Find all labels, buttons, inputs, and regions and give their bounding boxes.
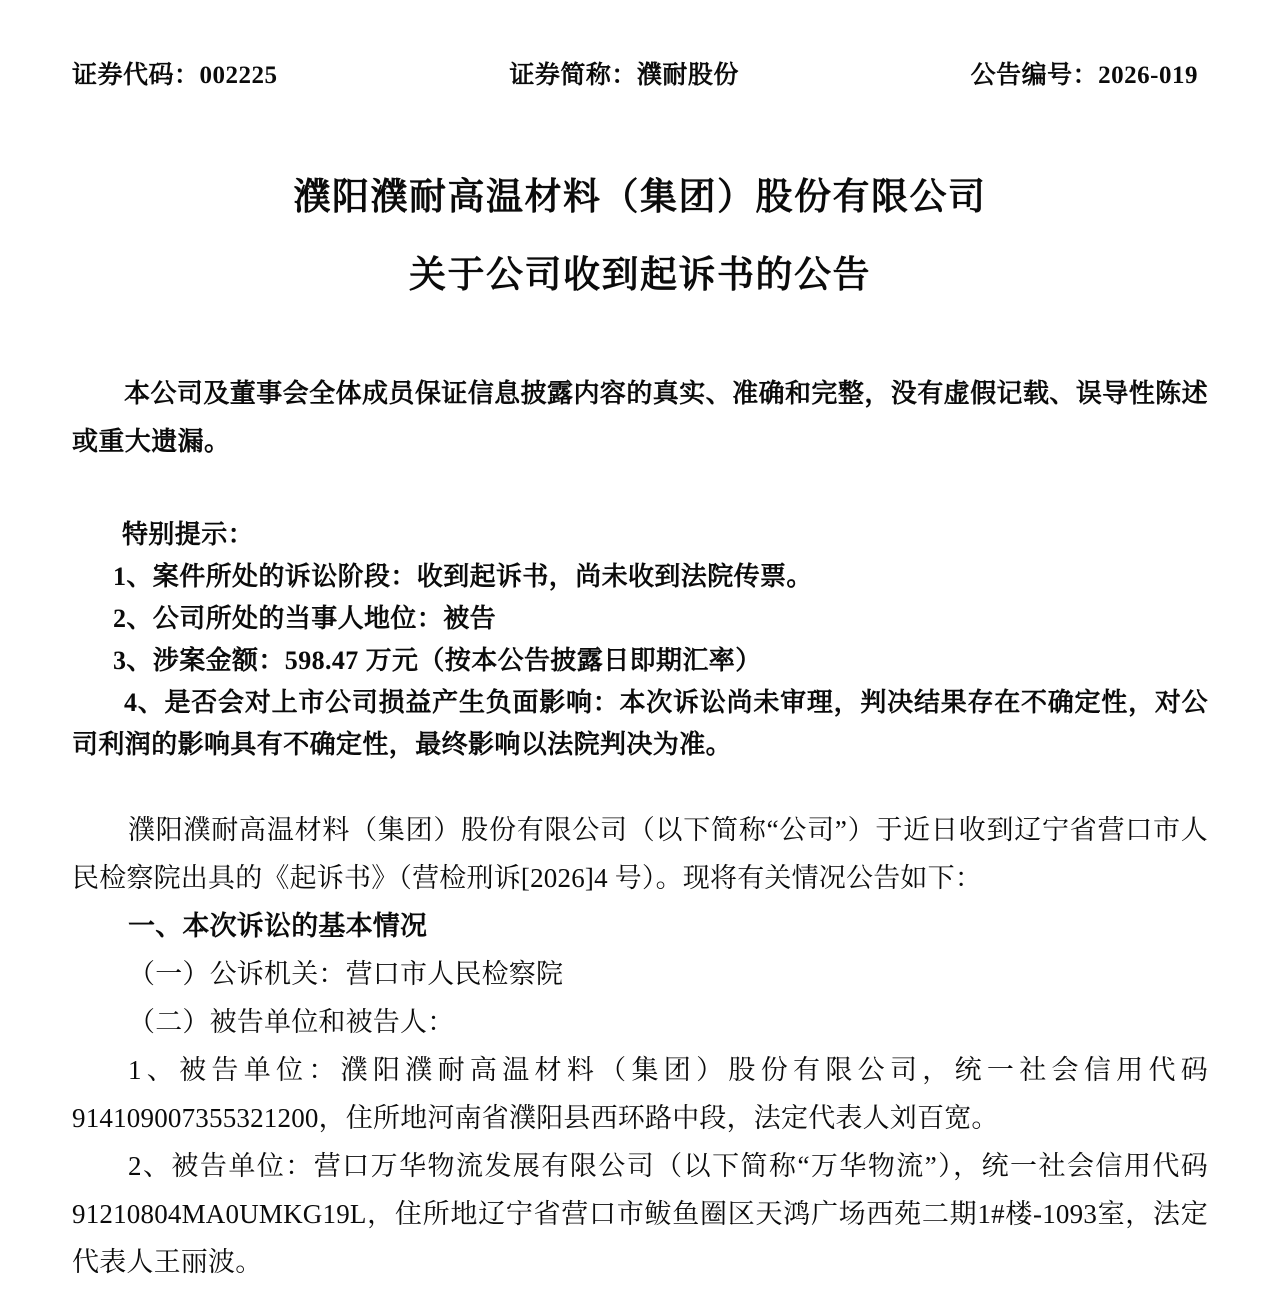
special-notice-item-2: 2、公司所处的当事人地位：被告 bbox=[113, 604, 497, 633]
page-title-line2: 关于公司收到起诉书的公告 bbox=[409, 255, 871, 296]
disclosure-statement: 本公司及董事会全体成员保证信息披露内容的真实、准确和完整，没有虚假记载、误导性陈述或重大遗漏。 bbox=[72, 379, 1208, 456]
special-notice-title: 特别提示： bbox=[122, 520, 255, 549]
special-notice-item-4: 4、是否会对上市公司损益产生负面影响：本次诉讼尚未审理，判决结果存在不确定性，对公司利润的影响具有不确定性，最终影响以法院判决为准。 bbox=[72, 688, 1208, 759]
announcement-number: 公告编号：2026-019 bbox=[970, 62, 1198, 89]
page-title-line1: 濮阳濮耐高温材料（集团）股份有限公司 bbox=[293, 177, 987, 218]
sub-item-defendants: （二）被告单位和被告人： bbox=[128, 1007, 455, 1037]
defendant-entry-2: 2、被告单位：营口万华物流发展有限公司（以下简称“万华物流”），统一社会信用代码91210804MA0UMKG19L，住所地辽宁省营口市鲅鱼圈区天鸿广场西苑二期1#楼-1093室，法定代表人王丽波。 bbox=[72, 1151, 1208, 1277]
sub-item-prosecutor: （一）公诉机关：营口市人民检察院 bbox=[128, 959, 564, 989]
special-notice-block bbox=[72, 514, 1208, 766]
special-notice-item-1: 1、案件所处的诉讼阶段：收到起诉书，尚未收到法院传票。 bbox=[113, 562, 813, 591]
security-code: 证券代码：002225 bbox=[72, 62, 278, 89]
security-abbreviation: 证券简称：濮耐股份 bbox=[509, 62, 739, 89]
body-intro-paragraph: 濮阳濮耐高温材料（集团）股份有限公司（以下简称“公司”）于近日收到辽宁省营口市人民检察院出具的《起诉书》（营检刑诉[2026]4 号）。现将有关情况公告如下： bbox=[72, 815, 1208, 893]
document-header bbox=[72, 0, 1208, 91]
title-block bbox=[72, 159, 1208, 315]
section-heading-one: 一、本次诉讼的基本情况 bbox=[128, 911, 428, 941]
defendant-entry-1: 1、被告单位：濮阳濮耐高温材料（集团）股份有限公司，统一社会信用代码91410900735532120​0，住所地河南省濮阳县西环路中段，法定代表人刘百宽。 bbox=[72, 1055, 1208, 1133]
announcement-body bbox=[72, 806, 1208, 1286]
special-notice-item-3: 3、涉案金额：598.47 万元（按本公告披露日即期汇率） bbox=[113, 646, 762, 675]
